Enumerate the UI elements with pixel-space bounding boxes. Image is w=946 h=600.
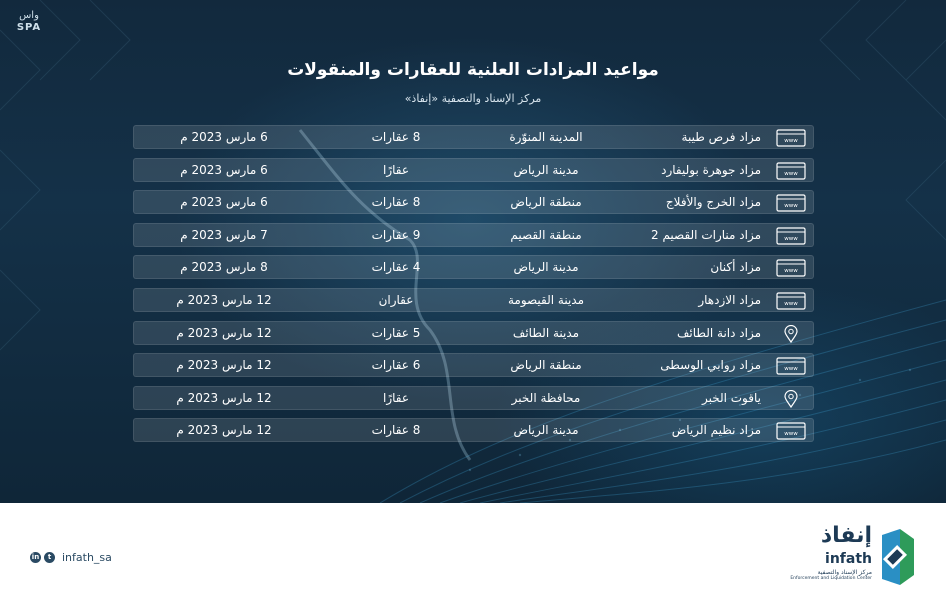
auction-date: 6 مارس 2023 م: [180, 130, 268, 144]
auction-city: منطقة القصيم: [510, 227, 582, 242]
twitter-icon[interactable]: t: [44, 552, 55, 563]
auction-date: 12 مارس 2023 م: [176, 292, 272, 307]
auction-date: 12 مارس 2023 م: [176, 423, 272, 438]
svg-text:www: www: [784, 366, 798, 373]
auction-count: عقاران: [378, 292, 414, 307]
auction-schedule-table: [133, 125, 814, 451]
web-browser-icon: [775, 357, 807, 375]
social-handle[interactable]: infath_sa: [62, 550, 112, 564]
auction-date: 12 مارس 2023 م: [176, 325, 272, 340]
auction-city: مدينة الرياض: [513, 423, 579, 438]
auction-city: منطقة الرياض: [510, 195, 582, 210]
web-browser-icon: [775, 194, 807, 212]
spa-logo-english: SPA: [16, 22, 42, 33]
auction-name: مزاد فرص طيبة: [681, 130, 761, 144]
table-row: [133, 288, 814, 312]
location-pin-icon: [775, 390, 807, 408]
infath-mark-icon: [876, 527, 918, 587]
svg-text:www: www: [784, 138, 798, 144]
auction-date: 8 مارس 2023 م: [180, 260, 268, 275]
auction-city: مدينة القيصومة: [507, 292, 585, 307]
auction-count: 9 عقارات: [371, 227, 421, 242]
social-links: [30, 550, 112, 564]
auction-city: المدينة المنوّرة: [509, 130, 583, 144]
brand-subtitle-english: Enforcement and Liquidation Center: [790, 576, 872, 581]
web-browser-icon: [775, 422, 807, 440]
auction-date: 12 مارس 2023 م: [176, 358, 272, 373]
table-row: [133, 125, 814, 149]
auction-city: محافظة الخبر: [511, 390, 581, 405]
table-row: [133, 321, 814, 345]
table-row: [133, 353, 814, 377]
auction-city: مدينة الطائف: [512, 325, 580, 340]
auction-name: مزاد روابي الوسطى: [660, 358, 761, 373]
table-row: [133, 418, 814, 442]
page-subtitle: مركز الإسناد والتصفية «إنفاذ»: [404, 92, 542, 105]
auction-city: منطقة الرياض: [510, 358, 582, 373]
auction-date: 12 مارس 2023 م: [176, 390, 272, 405]
page-title: مواعيد المزادات العلنية للعقارات والمنقولات: [287, 60, 659, 80]
auction-name: مزاد نظيم الرياض: [671, 423, 761, 438]
auction-count: 5 عقارات: [371, 325, 421, 340]
table-row: [133, 386, 814, 410]
auction-name: مزاد أكنان: [710, 260, 761, 275]
spa-logo-arabic: واس: [19, 10, 39, 21]
auction-name: مزاد منارات القصيم 2: [650, 227, 761, 242]
web-browser-icon: [775, 227, 807, 245]
location-pin-icon: [775, 325, 807, 343]
auction-count: 8 عقارات: [371, 130, 421, 144]
auction-count: عقارًا: [382, 162, 409, 177]
footer: [0, 503, 946, 600]
spa-logo: [12, 10, 46, 36]
auction-date: 7 مارس 2023 م: [180, 227, 268, 242]
table-row: [133, 255, 814, 279]
auction-count: 4 عقارات: [371, 260, 421, 275]
web-browser-icon: [775, 292, 807, 310]
auction-count: 8 عقارات: [371, 423, 421, 438]
table-row: [133, 158, 814, 182]
web-browser-icon: [775, 259, 807, 277]
auction-date: 6 مارس 2023 م: [180, 195, 268, 210]
auction-count: عقارًا: [382, 390, 409, 405]
svg-text:www: www: [784, 431, 798, 438]
svg-text:www: www: [784, 170, 798, 177]
auction-count: 8 عقارات: [371, 195, 421, 210]
svg-text:www: www: [784, 300, 798, 307]
infath-logo: [790, 523, 918, 595]
web-browser-icon: [775, 129, 807, 147]
brand-name-arabic: إنفاذ: [820, 523, 872, 548]
auction-name: مزاد الازدهار: [698, 292, 761, 307]
auction-name: مزاد جوهرة بوليفارد: [661, 162, 761, 177]
linkedin-icon[interactable]: in: [31, 552, 40, 561]
svg-text:www: www: [784, 268, 798, 275]
svg-text:www: www: [784, 203, 798, 210]
table-row: [133, 190, 814, 214]
auction-name: مزاد دانة الطائف: [676, 325, 761, 340]
auction-date: 6 مارس 2023 م: [180, 162, 268, 177]
auction-city: مدينة الرياض: [513, 162, 579, 177]
auction-city: مدينة الرياض: [513, 260, 579, 275]
svg-text:www: www: [784, 235, 798, 242]
auction-count: 6 عقارات: [371, 358, 421, 373]
auction-name: ياقوت الخبر: [701, 390, 761, 405]
table-row: [133, 223, 814, 247]
brand-name-english: infath: [825, 551, 872, 567]
web-browser-icon: [775, 162, 807, 180]
auction-name: مزاد الخرج والأفلاج: [665, 195, 761, 210]
brand-subtitle-arabic: مركز الإسناد والتصفية: [817, 569, 872, 576]
